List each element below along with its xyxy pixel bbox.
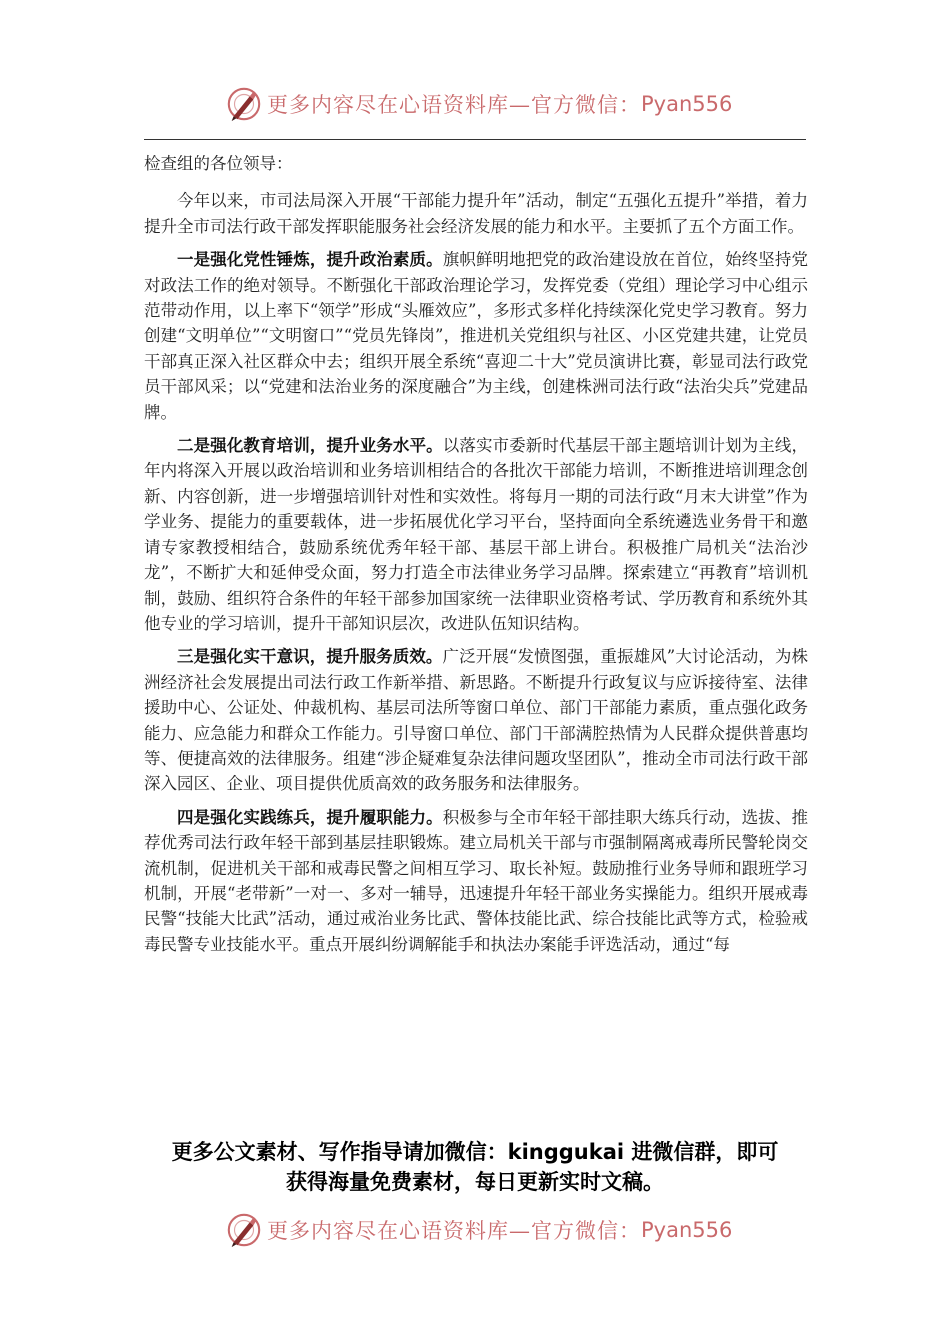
promo-line-2: 获得海量免费素材，每日更新实时文稿。	[286, 1170, 664, 1194]
section-heading-1: 一是强化党性锤炼，提升政治素质。	[177, 250, 443, 270]
section-paragraph-3	[144, 644, 808, 796]
header-divider	[144, 139, 806, 140]
section-paragraph-1	[144, 247, 808, 425]
section-body-2: 以落实市委新时代基层干部主题培训计划为主线，年内将深入开展以政治培训和业务培训相结合的各批次干部能力培训，不断推进培训理念创新、内容创新，进一步增强培训针对性和实效性。将每月一期的司法行政“月末大讲堂”作为学业务、提能力的重要载体，进一步拓展优化学习平台，坚持面向全系统遴选业务骨干和邀请专家教授相结合，鼓励系统优秀年轻干部、基层干部上讲台。积极推广局机关“法治沙龙”，不断扩大和延伸受众面，努力打造全市法律业务学习品牌。探索建立“再教育”培训机制，鼓励、组织符合条件的年轻干部参加国家统一法律职业资格考试、学历教育和系统外其他专业的学习培训，提升干部知识层次，改进队伍知识结构。	[144, 436, 809, 633]
section-heading-2: 二是强化教育培训，提升业务水平。	[177, 436, 443, 456]
section-paragraph-4	[144, 805, 808, 957]
pen-logo-icon	[225, 85, 263, 123]
greeting: 检查组的各位领导：	[144, 154, 293, 173]
section-heading-4: 四是强化实践练兵，提升履职能力。	[177, 807, 443, 827]
section-body-1: 旗帜鲜明地把党的政治建设放在首位，始终坚持党对政法工作的绝对领导。不断强化干部政治理论学习，发挥党委（党组）理论学习中心组示范带动作用，以上率下“领学”形成“头雁效应”，多形式多样化持续深化党史学习教育。努力创建“文明单位”“文明窗口”“党员先锋岗”，推进机关党组织与社区、小区党建共建，让党员干部真正深入社区群众中去；组织开展全系统“喜迎二十大”党员演讲比赛，彰显司法行政党员干部风采；以“党建和法治业务的深度融合”为主线，创建株洲司法行政“法治尖兵”党建品牌。	[144, 250, 809, 422]
document-body	[144, 151, 808, 965]
banner-text: 更多内容尽在心语资料库—官方微信：	[267, 93, 641, 117]
banner-wechat-id: Pyan556	[641, 1218, 733, 1242]
footer-banner	[225, 1210, 732, 1250]
intro-paragraph: 今年以来，市司法局深入开展“干部能力提升年”活动，制定“五强化五提升”举措，着力提升全市司法行政干部发挥职能服务社会经济发展的能力和水平。主要抓了五个方面工作。	[144, 191, 808, 236]
banner-wechat-id: Pyan556	[641, 92, 733, 116]
section-paragraph-2	[144, 433, 808, 636]
section-body-3: 广泛开展“发愤图强，重振雄风”大讨论活动，为株洲经济社会发展提出司法行政工作新举措、新思路。不断提升行政复议与应诉接待室、法律援助中心、公证处、仲裁机构、基层司法所等窗口单位、部门干部能力素质，重点强化政务能力、应急能力和群众工作能力。引导窗口单位、部门干部满腔热情为人民群众提供普惠均等、便捷高效的法律服务。组建“涉企疑难复杂法律问题攻坚团队”，推动全市司法行政干部深入园区、企业、项目提供优质高效的政务服务和法律服务。	[144, 647, 809, 794]
header-banner	[225, 84, 732, 124]
section-body-4: 积极参与全市年轻干部挂职大练兵行动，选拔、推荐优秀司法行政年轻干部到基层挂职锻炼。建立局机关干部与市强制隔离戒毒所民警轮岗交流机制，促进机关干部和戒毒民警之间相互学习、取长补短。鼓励推行业务导师和跟班学习机制，开展“老带新”一对一、多对一辅导，迅速提升年轻干部业务实操能力。组织开展戒毒民警“技能大比武”活动，通过戒治业务比武、警体技能比武、综合技能比武等方式，检验戒毒民警专业技能水平。重点开展纠纷调解能手和执法办案能手评选活动，通过“每	[144, 807, 809, 954]
section-heading-3: 三是强化实干意识，提升服务质效。	[177, 647, 443, 667]
promo-line-1: 更多公文素材、写作指导请加微信：kinggukai 进微信群，即可	[171, 1140, 779, 1164]
promo-callout	[120, 1137, 830, 1197]
pen-logo-icon	[225, 1211, 263, 1249]
banner-text: 更多内容尽在心语资料库—官方微信：	[267, 1219, 641, 1243]
